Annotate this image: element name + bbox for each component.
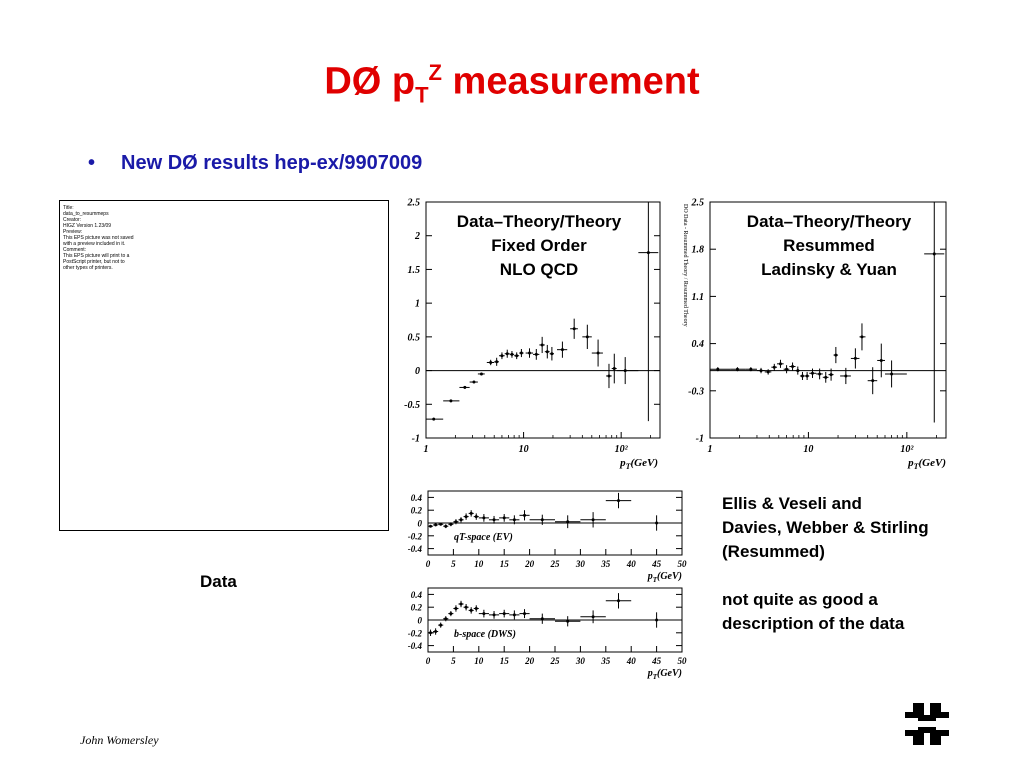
data-point [489,611,499,619]
chart-annotation: b-space (DWS) [454,629,516,640]
point-marker [613,367,616,370]
point-marker [801,374,804,377]
data-point [823,372,829,383]
x-tick-label: 25 [550,559,560,569]
x-tick-label: 15 [499,559,509,569]
y-tick-label: -0.2 [407,531,422,542]
y-tick-label: 2.5 [691,197,704,209]
data-point [851,348,860,368]
y-tick-label: -1 [695,433,704,445]
y-tick-label: 0.2 [410,505,422,516]
note-block-1 [722,492,929,564]
x-tick-label: 50 [677,656,687,666]
point-marker [449,523,452,526]
chart-b-space [370,582,690,682]
data-point [487,360,494,365]
point-marker [811,372,814,375]
y-tick-label: 0 [415,366,420,378]
x-tick-label: 15 [499,656,509,666]
point-marker [624,369,627,372]
data-point [474,605,479,611]
point-marker [513,613,516,616]
data-point [448,611,453,616]
x-axis-label-unit: (GeV) [918,457,946,469]
point-marker [824,376,827,379]
data-point [834,347,839,363]
data-point [509,610,519,619]
y-axis-label: DO Data - Resummed Theory / Resummed Theory [682,204,688,327]
data-caption: Data [200,572,237,591]
point-marker [844,374,847,377]
data-point [533,349,539,360]
note-line: not quite as good a [722,590,878,609]
point-marker [760,369,763,372]
point-marker [439,523,442,526]
point-marker [465,515,468,518]
point-marker [880,359,883,362]
point-marker [597,352,600,355]
y-tick-label: 0.4 [691,339,704,351]
x-tick-label: 10² [900,444,914,455]
data-point [526,348,533,357]
note-line: Ellis & Veseli and [722,494,862,513]
data-point [557,342,567,358]
x-axis-label-unit: (GeV) [630,457,658,469]
x-tick-label: 20 [525,656,535,666]
bullet-marker: • [88,152,96,174]
y-tick-label: 1.5 [407,264,420,276]
data-point [464,604,469,610]
bullet-item [88,152,422,175]
point-marker [432,418,435,421]
x-tick-label: 45 [652,656,662,666]
data-point [555,616,580,626]
fixed-order-label-line: Data–Theory/Theory [456,212,622,231]
x-tick-label: 35 [601,559,611,569]
data-point [606,593,631,608]
point-marker [470,512,473,515]
x-tick-label: 10 [474,559,484,569]
data-point [438,623,443,628]
point-marker [617,499,620,502]
data-point [805,372,809,380]
data-point [458,517,463,522]
point-marker [460,603,463,606]
point-marker [736,368,739,371]
point-marker [500,354,503,357]
point-marker [617,599,620,602]
point-marker [871,379,874,382]
data-point [433,523,438,526]
title-main: DØ p [324,60,416,103]
point-marker [495,360,498,363]
data-point [494,358,499,366]
data-point [514,352,519,359]
chart-annotation: qT-space (EV) [454,532,513,543]
y-tick-label: 1.1 [691,291,704,303]
point-marker [830,373,833,376]
point-marker [503,612,506,615]
data-point [453,519,458,524]
point-marker [541,343,544,346]
data-point [570,319,578,339]
chart-qt-space [370,485,690,585]
point-marker [513,518,516,521]
data-point [443,524,448,528]
data-point [582,325,591,349]
data-point [489,516,499,524]
data-point [555,515,580,528]
data-point [478,372,485,375]
resummed-label-line: Resummed [783,236,875,255]
x-tick-label: 20 [525,559,535,569]
point-marker [586,335,589,338]
y-tick-label: -0.4 [407,641,422,652]
data-point [550,347,554,360]
point-marker [767,370,770,373]
data-point [443,616,448,621]
data-point [545,345,550,358]
data-point [539,337,544,353]
point-marker [454,520,457,523]
point-marker [475,515,478,518]
point-marker [541,518,544,521]
point-marker [541,617,544,620]
data-point [631,612,682,627]
resummed-label-line: Data–Theory/Theory [746,212,912,231]
data-point [617,357,639,384]
point-marker [818,372,821,375]
point-marker [773,366,776,369]
y-tick-label: 1 [415,298,420,310]
point-marker [434,630,437,633]
x-tick-label: 50 [677,559,687,569]
data-point [505,350,510,358]
data-point [765,369,772,374]
data-point [809,369,816,378]
data-point [606,493,631,508]
point-marker [465,606,468,609]
y-tick-label: 0 [417,615,422,626]
data-point [479,610,489,618]
point-marker [890,372,893,375]
data-point [519,609,529,618]
resummed-label [718,210,940,282]
data-point [426,418,443,421]
data-point [631,515,682,530]
data-point [530,614,555,624]
x-axis-label-p: p [647,571,653,582]
x-tick-label: 45 [652,559,662,569]
data-point [469,510,474,516]
data-point [458,601,463,607]
x-tick-label: 35 [601,656,611,666]
point-marker [454,607,457,610]
author-name: John Womersley [80,733,159,747]
data-point [885,360,907,387]
bullet-text: New DØ results hep-ex/9907009 [121,152,423,174]
data-point [499,352,505,359]
y-tick-label: -0.2 [407,628,422,639]
note-line: (Resummed) [722,542,825,561]
point-marker [463,386,466,389]
x-tick-label: 40 [626,559,636,569]
point-marker [493,613,496,616]
point-marker [482,516,485,519]
fermilab-logo-icon [902,700,952,748]
point-marker [506,352,509,355]
point-marker [429,631,432,634]
x-tick-label: 30 [575,559,585,569]
point-marker [528,352,531,355]
title-superscript: Z [428,60,442,85]
y-tick-label: -0.5 [404,399,420,411]
point-marker [444,525,447,528]
data-point [612,354,617,384]
point-marker [566,520,569,523]
data-point [443,399,459,402]
title-rest: measurement [442,60,700,103]
point-marker [655,619,658,622]
x-tick-label: 0 [425,559,431,569]
data-point [459,386,469,389]
point-marker [607,374,610,377]
point-marker [860,335,863,338]
point-marker [566,620,569,623]
x-axis-label-sub: T [652,576,657,584]
data-point [859,323,865,350]
y-tick-label: -1 [411,433,420,445]
x-tick-label: 10 [518,444,529,455]
point-marker [449,399,452,402]
point-marker [834,354,837,357]
point-marker [785,368,788,371]
data-point [877,344,885,378]
point-marker [854,357,857,360]
data-point [784,365,790,373]
point-marker [460,518,463,521]
x-axis-label-unit: (GeV) [657,571,682,582]
x-axis-label-p: p [908,457,914,469]
resummed-label-line: Ladinsky & Yuan [761,260,897,279]
point-marker [515,354,518,357]
data-point [469,607,474,613]
fixed-order-label [428,210,650,282]
data-point [580,610,605,623]
fixed-order-label-line: Fixed Order [491,236,587,255]
y-tick-label: 0.5 [407,332,420,344]
note-line: description of the data [722,614,905,633]
y-tick-label: -0.3 [688,386,704,398]
point-marker [546,350,549,353]
point-marker [716,368,719,371]
data-point [606,364,612,388]
data-point [757,368,765,373]
point-marker [573,327,576,330]
point-marker [796,369,799,372]
x-tick-label: 25 [550,656,560,666]
note-block-2 [722,588,904,636]
y-tick-label: 0 [417,518,422,529]
data-point [580,512,605,527]
data-point [499,610,509,618]
point-marker [444,617,447,620]
x-axis-label-sub: T [652,673,657,681]
y-tick-label: 1.8 [691,244,704,256]
data-point [499,514,509,522]
data-point [464,513,469,519]
point-marker [561,348,564,351]
point-marker [779,362,782,365]
point-marker [791,365,794,368]
slide-title [0,60,1024,108]
fixed-order-label-line: NLO QCD [499,260,579,279]
data-point [777,360,784,368]
x-tick-label: 30 [575,656,585,666]
data-point [510,351,514,358]
y-tick-label: -0.4 [407,544,422,555]
x-tick-label: 10 [474,656,484,666]
point-marker [550,352,553,355]
point-marker [493,518,496,521]
x-tick-label: 10² [614,444,628,455]
point-marker [510,353,513,356]
point-marker [472,381,475,384]
x-axis-label-p: p [647,668,653,679]
point-marker [439,624,442,627]
data-point [428,630,433,636]
point-marker [806,374,809,377]
point-marker [434,523,437,526]
point-marker [523,612,526,615]
y-tick-label: 2 [415,231,420,243]
data-point [789,362,795,370]
point-marker [655,522,658,525]
point-marker [480,372,483,375]
data-point [474,513,479,519]
x-tick-label: 1 [423,444,429,455]
x-axis-label-sub: T [625,462,631,471]
note-line: Davies, Webber & Stirling [722,518,929,537]
point-marker [592,518,595,521]
point-marker [592,615,595,618]
x-axis-label [647,668,682,681]
data-point [592,340,603,367]
point-marker [470,609,473,612]
y-tick-label: 0.4 [410,589,422,600]
data-point [519,510,529,520]
data-point [479,514,489,522]
title-subscript: T [415,82,429,108]
y-tick-label: 0.2 [410,602,422,613]
point-marker [749,368,752,371]
x-tick-label: 10 [803,444,814,455]
x-axis-label [619,457,658,471]
point-marker [475,607,478,610]
y-tick-label: 2.5 [407,197,420,209]
data-point [771,364,777,371]
point-marker [535,353,538,356]
point-marker [520,352,523,355]
point-marker [449,612,452,615]
x-axis-label-p: p [620,457,626,469]
eps-placeholder-text: Title: data_to_resummeps Creator: HIGZ Version 1.23/09 Preview: This EPS picture was not saved with a preview included in it. Comment: This EPS picture will print to a PostScript printer, but not to other types of printers. [63,205,134,271]
point-marker [523,514,526,517]
data-point [433,628,438,634]
point-marker [482,612,485,615]
data-point [453,605,458,611]
x-tick-label: 40 [626,656,636,666]
x-tick-label: 0 [425,656,431,666]
data-point [796,367,800,375]
y-tick-label: 0.4 [410,492,422,503]
x-axis-label [907,457,946,471]
x-tick-label: 1 [707,444,713,455]
point-marker [489,361,492,364]
point-marker [429,525,432,528]
data-point [470,381,478,384]
data-point [519,349,523,357]
data-point [428,525,433,528]
x-tick-label: 5 [451,656,456,666]
data-point [800,372,805,380]
point-marker [503,516,506,519]
data-point [868,367,878,394]
x-tick-label: 5 [451,559,456,569]
x-axis-label-sub: T [913,462,919,471]
x-axis-label-unit: (GeV) [657,668,682,679]
